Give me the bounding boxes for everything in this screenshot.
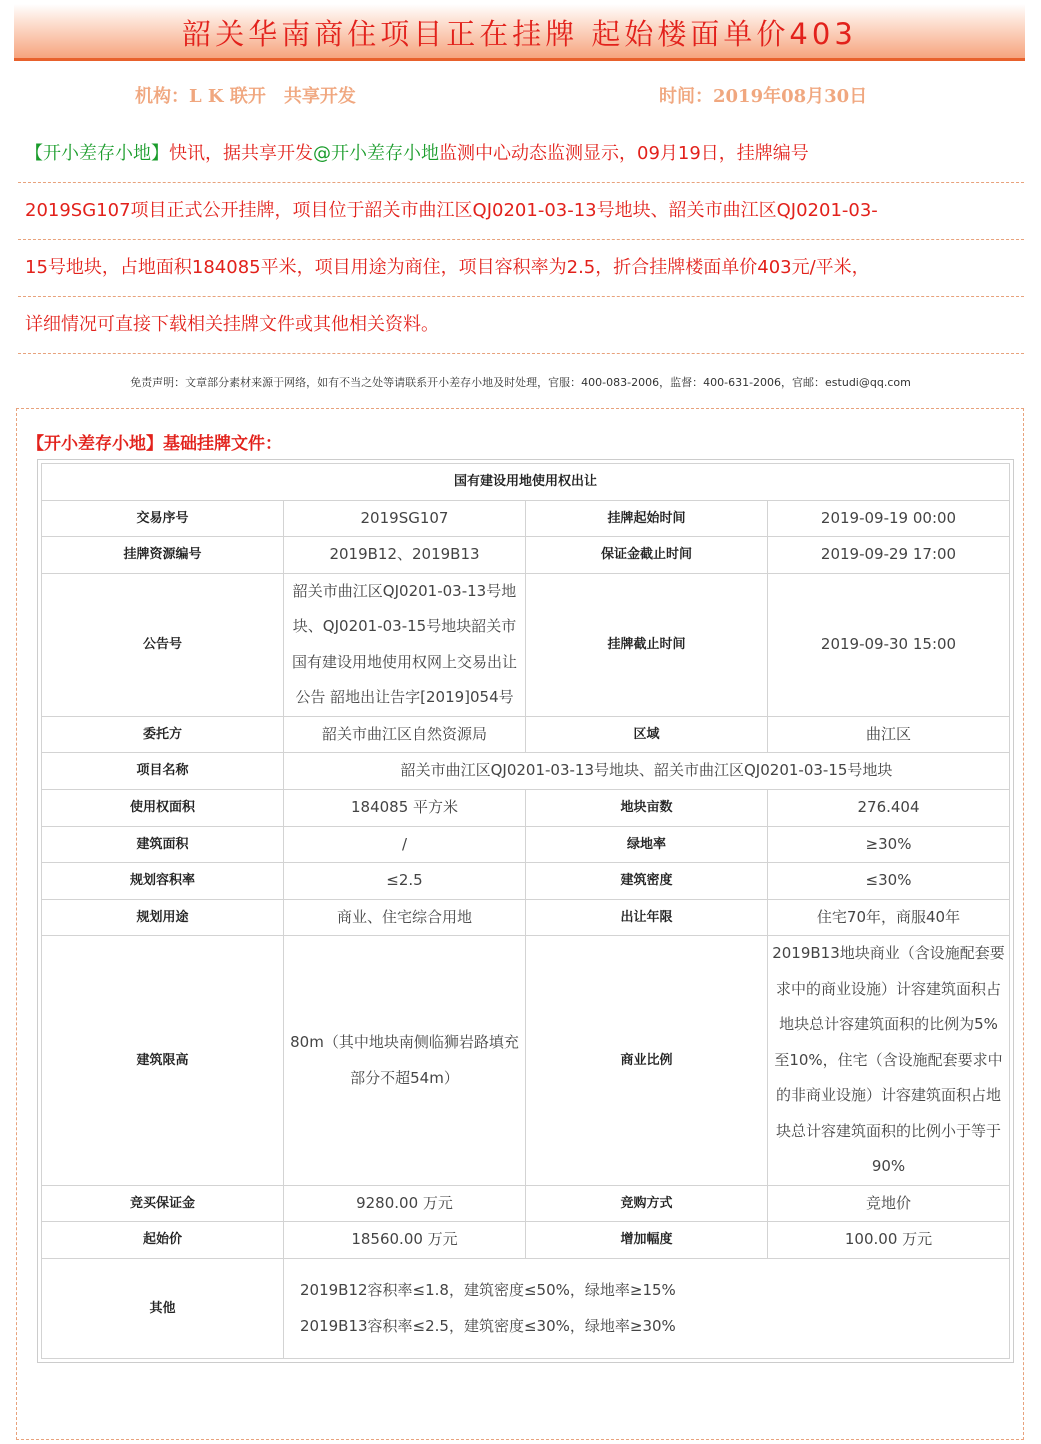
cell-key: 项目名称: [42, 753, 284, 790]
cell-key: 规划用途: [42, 899, 284, 936]
table-row: [42, 500, 1010, 537]
cell-value: 276.404: [768, 789, 1010, 826]
cell-key: 挂牌资源编号: [42, 537, 284, 574]
table-row: [42, 936, 1010, 1186]
table-row: [42, 789, 1010, 826]
table-row: [42, 1222, 1010, 1259]
news-tag: 【开小差存小地】: [25, 143, 169, 164]
cell-key: 挂牌起始时间: [526, 500, 768, 537]
cell-key: 交易序号: [42, 500, 284, 537]
table-row: [42, 826, 1010, 863]
cell-value: 韶关市曲江区自然资源局: [284, 716, 526, 753]
cell-value: 2019B12、2019B13: [284, 537, 526, 574]
table-row: [42, 537, 1010, 574]
cell-key: 绿地率: [526, 826, 768, 863]
news-text: 15号地块，占地面积184085平米，项目用途为商住，项目容积率为2.5，折合挂牌楼面单价403元/平米，: [25, 257, 870, 278]
cell-key: 挂牌截止时间: [526, 573, 768, 716]
cell-key: 出让年限: [526, 899, 768, 936]
cell-value: ≥30%: [768, 826, 1010, 863]
cell-value: 曲江区: [768, 716, 1010, 753]
table-row: [42, 899, 1010, 936]
publish-time: 时间：2019年08月30日: [659, 86, 868, 107]
table-title: 国有建设用地使用权出让: [42, 464, 1010, 501]
cell-value: 2019-09-30 15:00: [768, 573, 1010, 716]
cell-key: 保证金截止时间: [526, 537, 768, 574]
disclaimer: 免责声明：文章部分素材来源于网络，如有不当之处等请联系开小差存小地及时处理，官服：400-083-2006，监督：400-631-2006，官邮：estudi@qq.com: [130, 376, 911, 389]
cell-value: 住宅70年，商服40年: [768, 899, 1010, 936]
table-row: [42, 1185, 1010, 1222]
page-title: 韶关华南商住项目正在挂牌 起始楼面单价403: [182, 17, 857, 51]
other-line-1: 2019B12容积率≤1.8，建筑密度≤50%，绿地率≥15%: [300, 1281, 676, 1300]
table-row: [42, 753, 1010, 790]
cell-key: 其他: [42, 1259, 284, 1359]
table-row: [42, 1259, 1010, 1359]
news-line-2: [18, 182, 1024, 240]
cell-key: 建筑限高: [42, 936, 284, 1186]
table-row: [42, 464, 1010, 501]
news-text: 监测中心动态监测显示，09月19日，挂牌编号: [439, 143, 809, 164]
cell-key: 建筑面积: [42, 826, 284, 863]
table-row: [42, 716, 1010, 753]
cell-value: ≤2.5: [284, 863, 526, 900]
cell-key: 规划容积率: [42, 863, 284, 900]
cell-value: 韶关市曲江区QJ0201-03-13号地块、韶关市曲江区QJ0201-03-15号地块: [284, 753, 1010, 790]
cell-key: 增加幅度: [526, 1222, 768, 1259]
table-row: [42, 573, 1010, 716]
news-text: 快讯，据共享开发: [169, 143, 313, 164]
cell-key: 建筑密度: [526, 863, 768, 900]
cell-value: 2019B13地块商业（含设施配套要求中的商业设施）计容建筑面积占地块总计容建筑面积的比例为5%至10%，住宅（含设施配套要求中的非商业设施）计容建筑面积占地块总计容建筑面积的比例小于等于90%: [768, 936, 1010, 1186]
doc-heading: 【开小差存小地】基础挂牌文件：: [27, 434, 282, 454]
cell-value: 韶关市曲江区QJ0201-03-13号地块、QJ0201-03-15号地块韶关市国有建设用地使用权网上交易出让公告 韶地出让告字[2019]054号: [284, 573, 526, 716]
news-mention: @开小差存小地: [313, 143, 439, 164]
listing-table: [41, 463, 1010, 1359]
news-text: 2019SG107项目正式公开挂牌，项目位于韶关市曲江区QJ0201-03-13号地块、韶关市曲江区QJ0201-03-: [25, 200, 878, 221]
cell-key: 商业比例: [526, 936, 768, 1186]
cell-value: 2019-09-29 17:00: [768, 537, 1010, 574]
cell-value: 商业、住宅综合用地: [284, 899, 526, 936]
cell-key: 竞买保证金: [42, 1185, 284, 1222]
cell-value: 2019-09-19 00:00: [768, 500, 1010, 537]
cell-value: [284, 1259, 1010, 1359]
cell-value: ≤30%: [768, 863, 1010, 900]
cell-value: 184085 平方米: [284, 789, 526, 826]
cell-value: 80m（其中地块南侧临狮岩路填充部分不超54m）: [284, 936, 526, 1186]
table-row: [42, 863, 1010, 900]
cell-value: 2019SG107: [284, 500, 526, 537]
news-line-1: [18, 125, 1024, 183]
cell-key: 公告号: [42, 573, 284, 716]
cell-value: 100.00 万元: [768, 1222, 1010, 1259]
cell-key: 委托方: [42, 716, 284, 753]
news-line-4: [18, 296, 1024, 354]
cell-value: 18560.00 万元: [284, 1222, 526, 1259]
document-box: [16, 408, 1024, 1440]
title-banner: [14, 4, 1025, 61]
cell-value: /: [284, 826, 526, 863]
cell-key: 区域: [526, 716, 768, 753]
other-line-2: 2019B13容积率≤2.5，建筑密度≤30%，绿地率≥30%: [300, 1316, 676, 1335]
cell-key: 起始价: [42, 1222, 284, 1259]
cell-key: 使用权面积: [42, 789, 284, 826]
news-text: 详细情况可直接下载相关挂牌文件或其他相关资料。: [25, 314, 439, 335]
news-line-3: [18, 239, 1024, 297]
cell-key: 地块亩数: [526, 789, 768, 826]
cell-value: 竞地价: [768, 1185, 1010, 1222]
cell-value: 9280.00 万元: [284, 1185, 526, 1222]
org-label: 机构：L K 联开 共享开发: [135, 86, 356, 107]
cell-key: 竞购方式: [526, 1185, 768, 1222]
